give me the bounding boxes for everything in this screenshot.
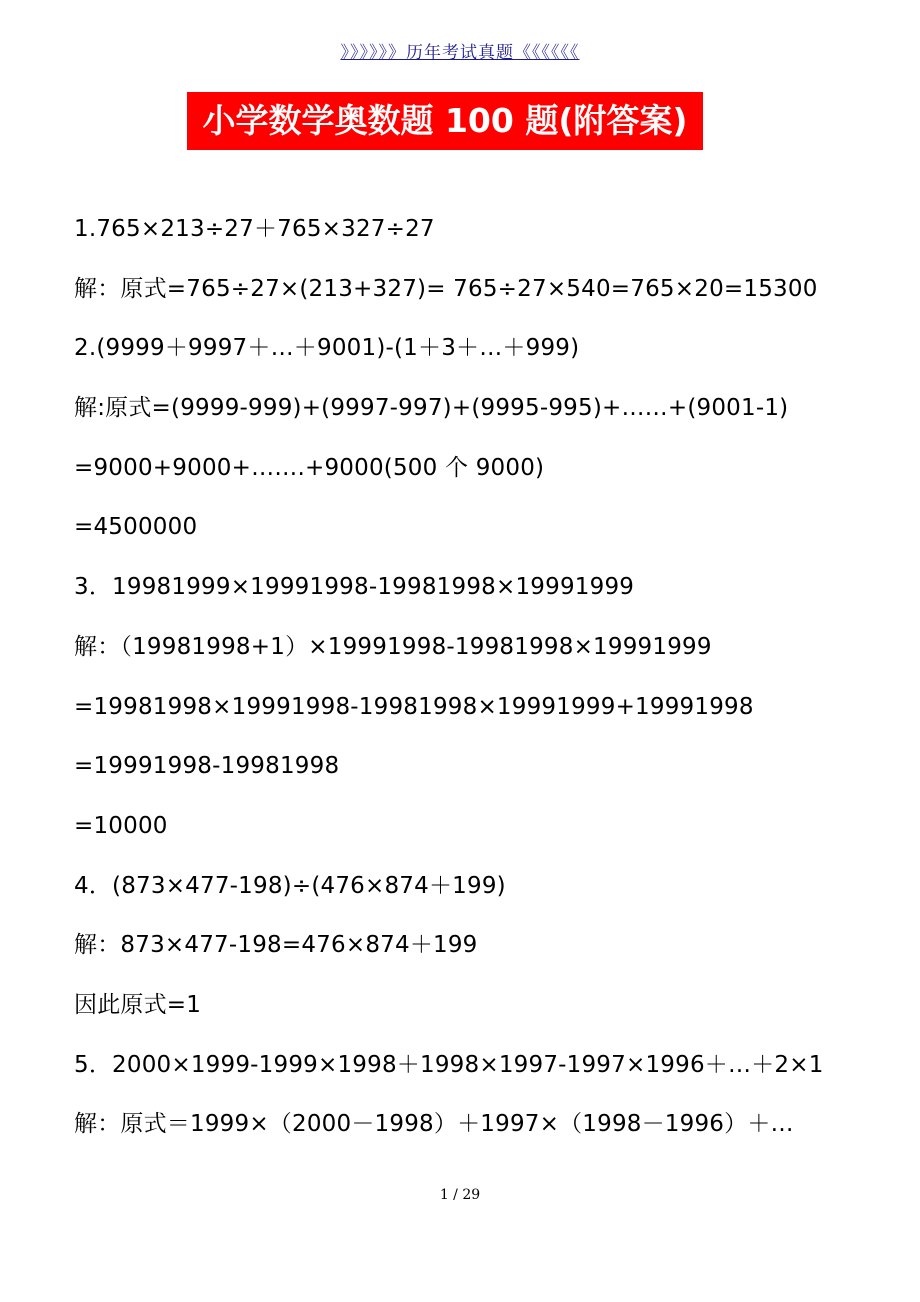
document-body xyxy=(74,205,874,1160)
problem-1-question: 1.765×213÷27＋765×327÷27 xyxy=(74,216,435,242)
problem-3-question: 3．19981999×19991998-19981998×19991999 xyxy=(74,574,635,601)
problem-4-question: 4．(873×477-198)÷(476×874＋199) xyxy=(74,872,506,899)
problem-2-solution-step-3: =4500000 xyxy=(74,514,198,541)
problem-2-solution-step-2: =9000+9000+…….+9000(500 个 9000) xyxy=(74,454,545,481)
header-link[interactable]: 》》》》》》历年考试真题《《《《《《 xyxy=(340,43,580,63)
problem-5-solution-step-1: 解：原式＝1999×（2000－1998）＋1997×（1998－1996）＋… xyxy=(74,1111,794,1138)
problem-5-question: 5．2000×1999-1999×1998＋1998×1997-1997×1996＋…＋2×1 xyxy=(74,1051,824,1078)
problem-2-solution-step-1: 解:原式=(9999-999)+(9997-997)+(9995-995)+……+(9001-1) xyxy=(74,395,789,422)
problem-4-solution-step-2: 因此原式=1 xyxy=(74,991,202,1018)
problem-4-solution-step-1: 解：873×477-198=476×874＋199 xyxy=(74,932,478,959)
problem-3-solution-step-1: 解：（19981998+1）×19991998-19981998×19991999 xyxy=(74,633,712,660)
problem-2-question: 2.(9999＋9997＋…＋9001)-(1＋3＋…＋999) xyxy=(74,335,580,362)
problem-3-solution-step-4: =10000 xyxy=(74,812,168,839)
document-title: 小学数学奥数题 100 题(附答案) xyxy=(187,92,703,150)
problem-1-solution: 解：原式=765÷27×(213+327)= 765÷27×540=765×20=15300 xyxy=(74,275,818,302)
page-number: 1 / 29 xyxy=(439,1187,481,1203)
problem-3-solution-step-3: =19991998-19981998 xyxy=(74,753,340,780)
problem-3-solution-step-2: =19981998×19991998-19981998×19991999+19991998 xyxy=(74,693,754,720)
